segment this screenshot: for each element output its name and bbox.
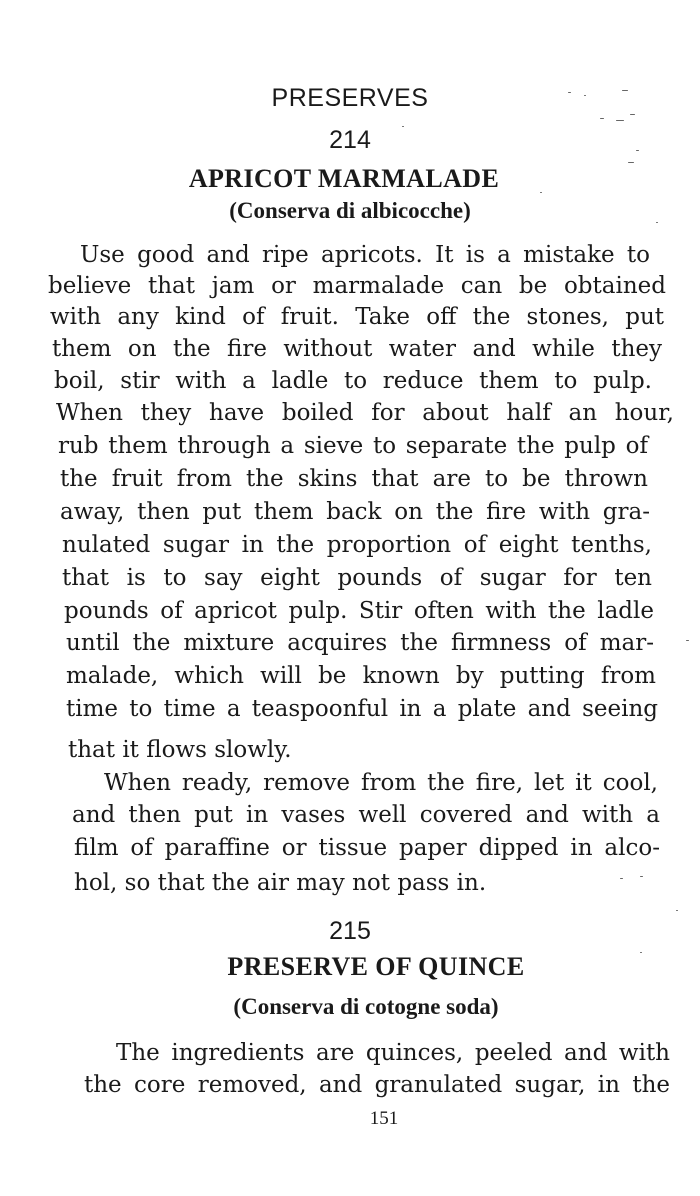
text-line: film of paraffine or tissue paper dipped in alco-	[74, 835, 660, 861]
text-line: Use good and ripe apricots. It is a mistake to	[80, 242, 650, 268]
text-line: time to time a teaspoonful in a plate and seeing	[66, 696, 658, 722]
recipe-number: 214	[329, 126, 371, 154]
text-line: When they have boiled for about half an hour,	[56, 400, 674, 426]
text-line: them on the fire without water and while they	[52, 336, 662, 362]
text-line: the core removed, and granulated sugar, in the	[84, 1072, 670, 1098]
text-line: boil, stir with a ladle to reduce them to pulp.	[54, 368, 652, 394]
text-line: with any kind of fruit. Take off the stones, put	[50, 304, 664, 330]
recipe-subtitle: (Conserva di albicocche)	[229, 198, 471, 223]
text-line: that it flows slowly.	[68, 737, 292, 763]
text-line: the fruit from the skins that are to be thrown	[60, 466, 648, 492]
text-line: until the mixture acquires the firmness of mar-	[66, 630, 654, 656]
text-line: believe that jam or marmalade can be obtained	[48, 273, 666, 299]
recipe-title: PRESERVE OF QUINCE	[227, 952, 525, 981]
recipe-subtitle: (Conserva di cotogne soda)	[233, 994, 499, 1019]
text-line: and then put in vases well covered and with a	[72, 802, 660, 828]
text-line: pounds of apricot pulp. Stir often with the ladle	[64, 598, 654, 624]
text-line: When ready, remove from the fire, let it cool,	[104, 770, 658, 796]
text-line: rub them through a sieve to separate the pulp of	[58, 433, 648, 459]
page-number: 151	[369, 1108, 399, 1129]
recipe-title: APRICOT MARMALADE	[188, 164, 500, 193]
text-line: away, then put them back on the fire with gra-	[60, 499, 650, 525]
text-line: nulated sugar in the proportion of eight tenths,	[62, 532, 652, 558]
text-line: hol, so that the air may not pass in.	[74, 870, 487, 896]
text-line: The ingredients are quinces, peeled and with	[116, 1040, 670, 1066]
running-head: PRESERVES	[271, 84, 429, 112]
recipe-number: 215	[329, 917, 371, 945]
text-line: malade, which will be known by putting from	[66, 663, 656, 689]
text-line: that is to say eight pounds of sugar for ten	[62, 565, 652, 591]
